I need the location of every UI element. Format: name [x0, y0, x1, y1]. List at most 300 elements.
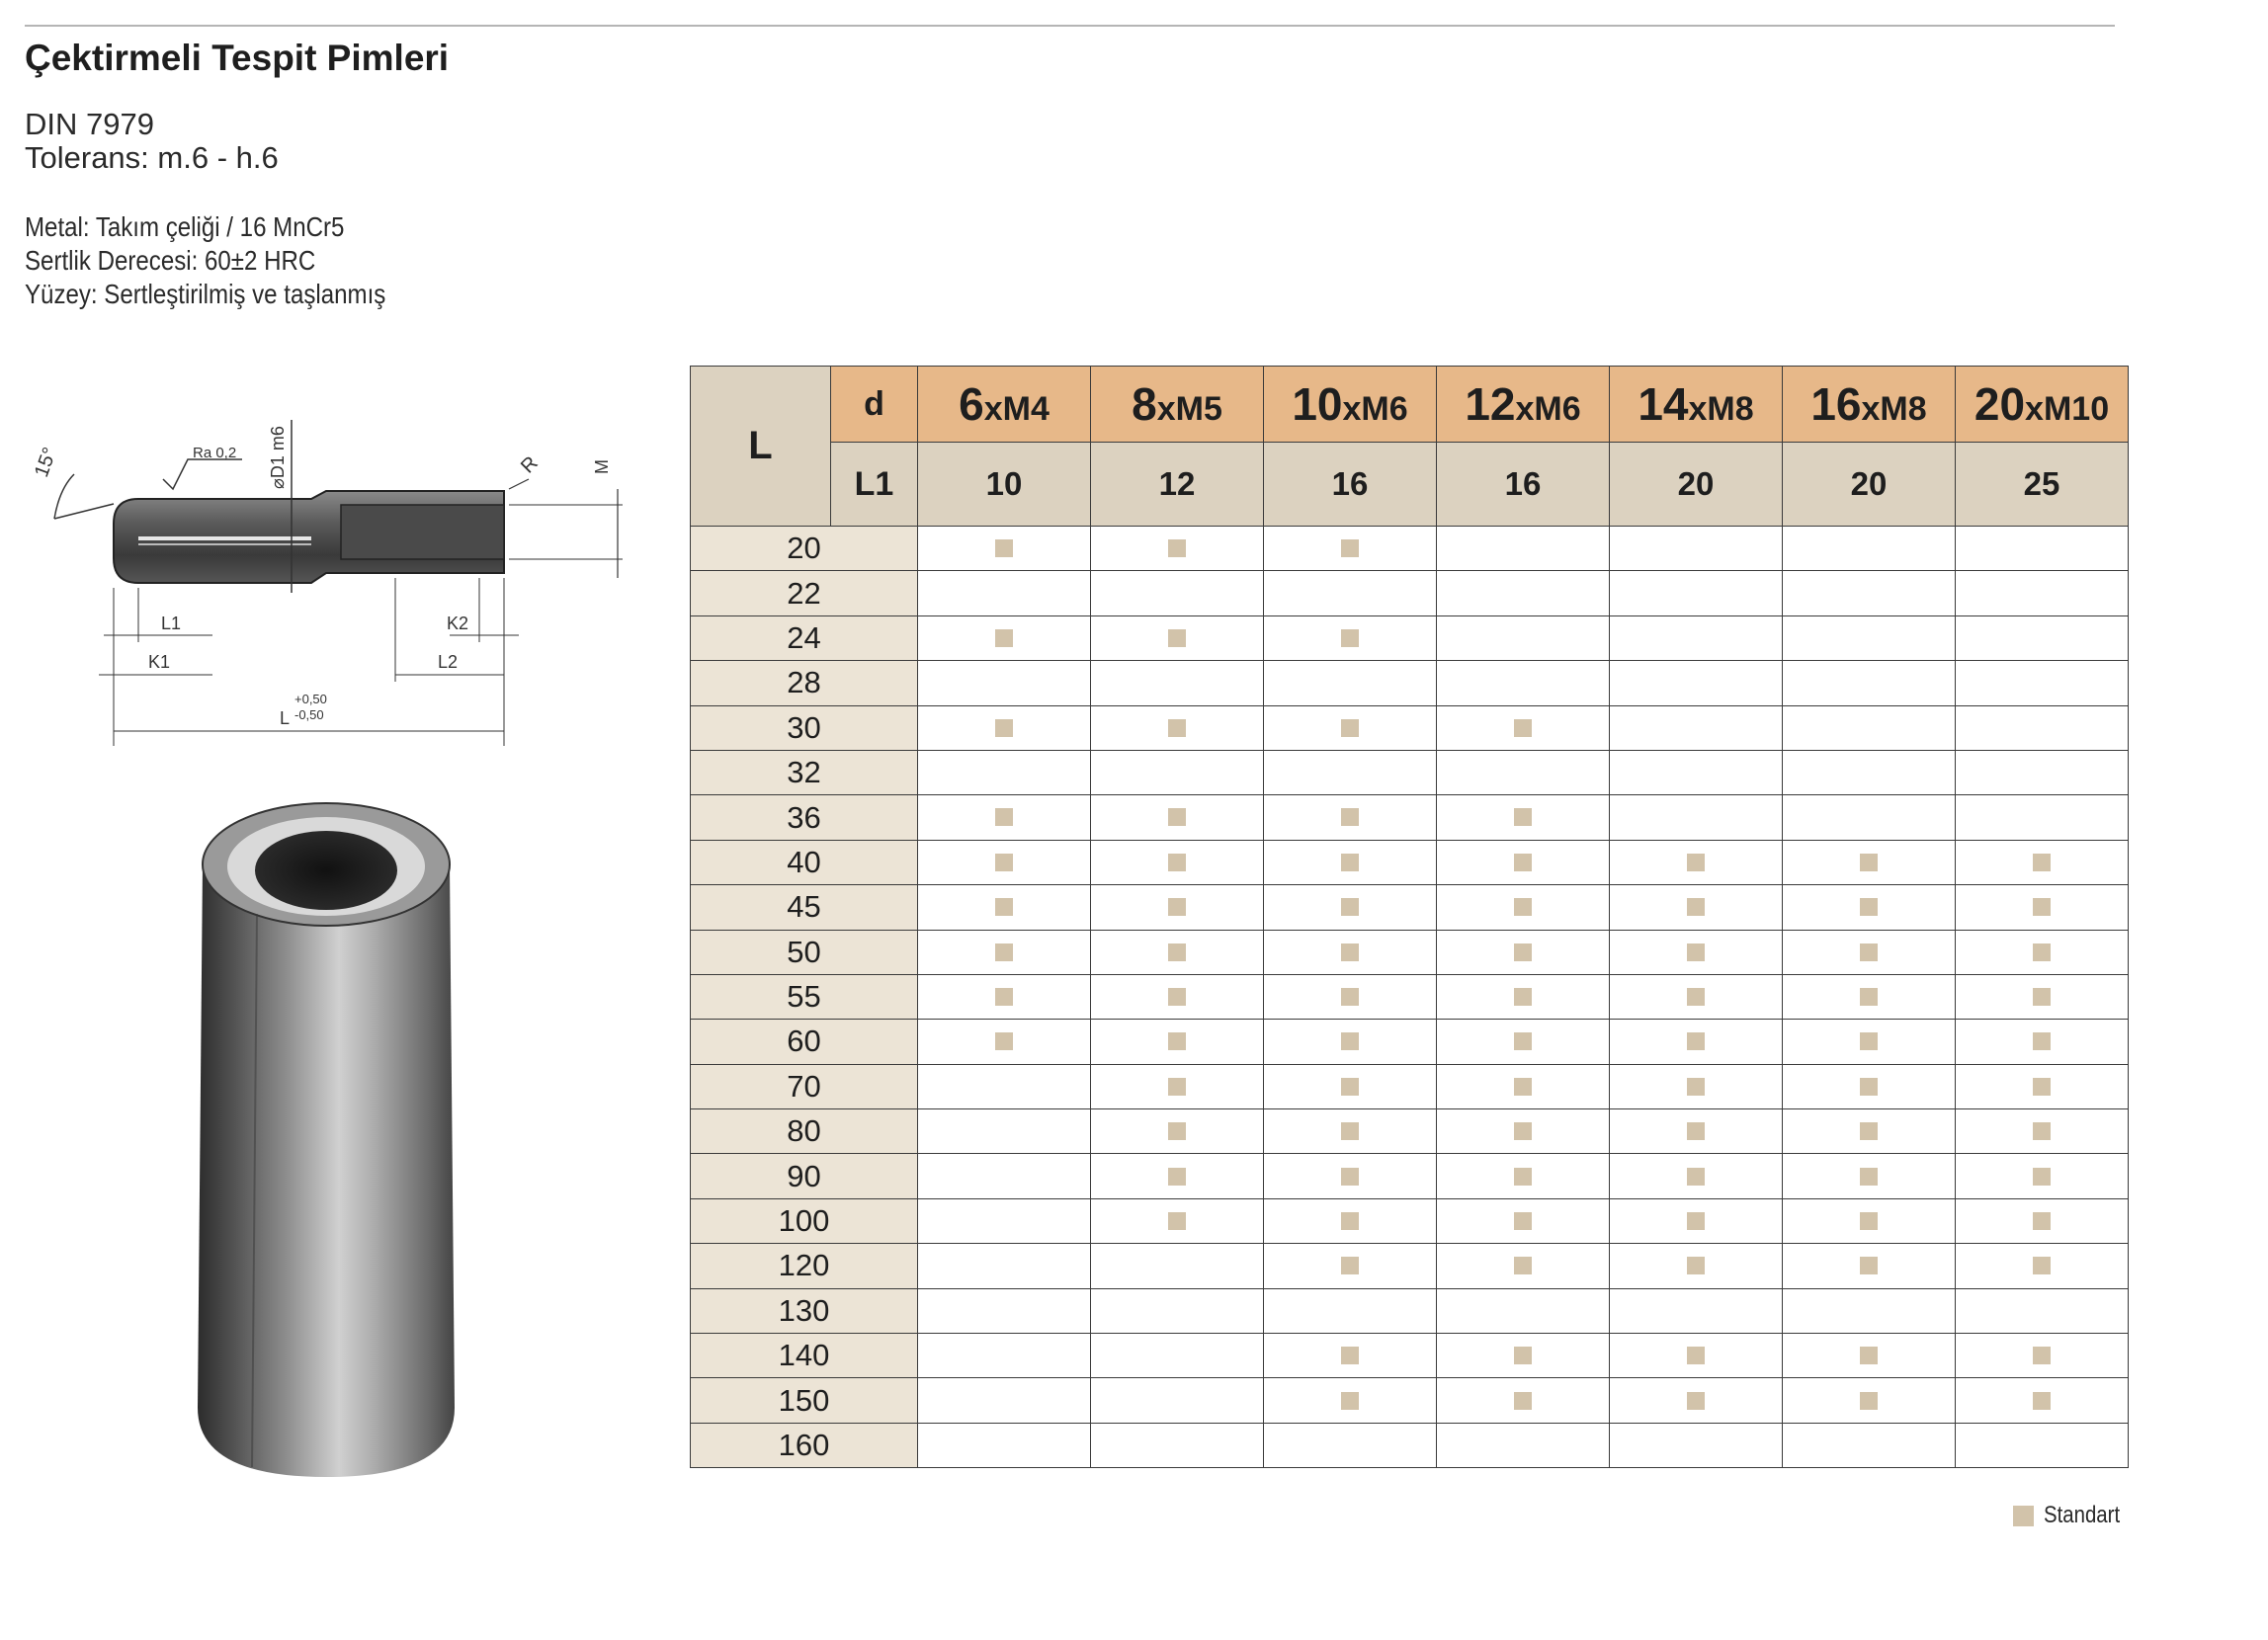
standard-mark-icon [1687, 1347, 1705, 1364]
drawing-radius: R [516, 451, 543, 478]
length-value: 80 [691, 1109, 918, 1154]
l1-value: 16 [1437, 443, 1610, 527]
l1-value: 16 [1264, 443, 1437, 527]
size-diameter: 14 [1638, 378, 1689, 430]
standard-mark-icon [2033, 898, 2051, 916]
table-row [691, 1244, 2129, 1288]
availability-cell [1437, 1244, 1610, 1288]
availability-cell [1610, 527, 1783, 571]
table-row [691, 750, 2129, 794]
size-diameter: 8 [1132, 378, 1157, 430]
availability-cell [1437, 527, 1610, 571]
size-header [1783, 367, 1956, 443]
availability-cell [918, 1154, 1091, 1198]
drawing-angle: 15° [30, 444, 62, 480]
standard-mark-icon [1514, 1392, 1532, 1410]
availability-cell [1264, 1334, 1437, 1378]
drawing-roughness: Ra 0,2 [193, 445, 237, 461]
availability-cell [1091, 615, 1264, 660]
standard-mark-icon [1687, 943, 1705, 961]
table-row [691, 840, 2129, 884]
availability-cell [918, 1198, 1091, 1243]
table-row [691, 1109, 2129, 1154]
availability-cell [1264, 571, 1437, 615]
size-thread: xM8 [1861, 390, 1927, 428]
standard-mark-icon [1860, 943, 1878, 961]
header-d-label: d [831, 367, 918, 443]
size-header [1610, 367, 1783, 443]
availability-cell [1437, 795, 1610, 840]
drawing-thread: M [592, 459, 612, 474]
standard-mark-icon [2033, 1122, 2051, 1140]
availability-cell [1956, 1198, 2129, 1243]
availability-cell [1091, 571, 1264, 615]
availability-cell [1783, 1334, 1956, 1378]
drawing-diameter: ⌀D1 m6 [268, 426, 288, 489]
standard-mark-icon [1168, 1032, 1186, 1050]
spec-surface: Yüzey: Sertleştirilmiş ve taşlanmış [25, 279, 386, 309]
standard-mark-icon [1341, 1078, 1359, 1096]
size-diameter: 12 [1465, 378, 1516, 430]
length-value: 55 [691, 974, 918, 1019]
availability-cell [1610, 1244, 1783, 1288]
length-value: 70 [691, 1064, 918, 1108]
length-value: 140 [691, 1334, 918, 1378]
availability-cell [918, 1244, 1091, 1288]
availability-cell [1437, 840, 1610, 884]
page-title: Çektirmeli Tespit Pimleri [25, 38, 450, 78]
availability-cell [1264, 615, 1437, 660]
standard-mark-icon [1168, 854, 1186, 871]
standard-mark-icon [1514, 1078, 1532, 1096]
standard-mark-icon [1514, 943, 1532, 961]
availability-cell [1956, 661, 2129, 705]
standard-mark-icon [1514, 719, 1532, 737]
table-row [691, 1198, 2129, 1243]
standard-mark-icon [1341, 1392, 1359, 1410]
drawing-tol-minus: -0,50 [294, 707, 324, 722]
standard-mark-icon [1341, 854, 1359, 871]
table-row [691, 661, 2129, 705]
header-l-label: L [691, 367, 831, 527]
availability-cell [918, 527, 1091, 571]
standard-mark-icon [2033, 1078, 2051, 1096]
availability-cell [918, 885, 1091, 930]
availability-cell [1264, 1198, 1437, 1243]
size-thread: xM5 [1156, 390, 1222, 428]
standard-mark-icon [1341, 943, 1359, 961]
availability-cell [1783, 885, 1956, 930]
availability-cell [1610, 1198, 1783, 1243]
standard-mark-icon [2033, 1347, 2051, 1364]
size-diameter: 16 [1810, 378, 1862, 430]
availability-cell [1956, 1334, 2129, 1378]
availability-cell [1437, 1064, 1610, 1108]
availability-cell [1610, 661, 1783, 705]
availability-cell [1437, 1198, 1610, 1243]
standard-mark-icon [1341, 1257, 1359, 1274]
availability-cell [1091, 1154, 1264, 1198]
standard-mark-icon [1860, 1212, 1878, 1230]
standard-mark-icon [995, 719, 1013, 737]
availability-cell [1610, 1288, 1783, 1333]
availability-cell [1610, 571, 1783, 615]
availability-cell [1610, 705, 1783, 750]
l1-value: 10 [918, 443, 1091, 527]
table-row [691, 1064, 2129, 1108]
drawing-tol-plus: +0,50 [294, 692, 327, 706]
standard-mark-icon [1687, 1168, 1705, 1186]
standard-mark-icon [1514, 1257, 1532, 1274]
availability-cell [1610, 1423, 1783, 1467]
availability-cell [1437, 885, 1610, 930]
standard-mark-icon [1341, 808, 1359, 826]
standard-mark-icon [1860, 1257, 1878, 1274]
availability-cell [1264, 1064, 1437, 1108]
standard-mark-icon [995, 943, 1013, 961]
availability-cell [1091, 1334, 1264, 1378]
availability-cell [1783, 1198, 1956, 1243]
standard-mark-icon [1514, 1347, 1532, 1364]
availability-cell [918, 1109, 1091, 1154]
standard-mark-icon [1168, 1168, 1186, 1186]
availability-cell [1437, 974, 1610, 1019]
standard-mark-icon [1514, 1122, 1532, 1140]
availability-cell [1783, 1378, 1956, 1423]
table-row [691, 930, 2129, 974]
standard-mark-icon [1514, 808, 1532, 826]
availability-cell [1956, 527, 2129, 571]
spec-hardness: Sertlik Derecesi: 60±2 HRC [25, 245, 316, 276]
availability-cell [1610, 1064, 1783, 1108]
legend [2013, 1502, 2134, 1529]
size-header [1437, 367, 1610, 443]
availability-cell [1956, 1064, 2129, 1108]
standard-mark-icon [1860, 898, 1878, 916]
standard-mark-icon [1860, 854, 1878, 871]
drawing-k2: K2 [447, 614, 469, 633]
size-header [1956, 367, 2129, 443]
technical-drawing [15, 380, 647, 756]
standard-mark-icon [1687, 1257, 1705, 1274]
standard-mark-icon [2033, 1168, 2051, 1186]
availability-cell [1437, 1378, 1610, 1423]
standard-mark-icon [1860, 1392, 1878, 1410]
standard-mark-icon [1168, 1122, 1186, 1140]
availability-cell [1783, 615, 1956, 660]
standard-mark-icon [995, 808, 1013, 826]
availability-cell [1091, 1064, 1264, 1108]
availability-cell [1956, 974, 2129, 1019]
size-header [918, 367, 1091, 443]
availability-cell [1956, 795, 2129, 840]
size-thread: xM6 [1515, 390, 1581, 428]
standard-mark-icon [2033, 1032, 2051, 1050]
availability-cell [1091, 1198, 1264, 1243]
availability-cell [1956, 1020, 2129, 1064]
availability-cell [918, 750, 1091, 794]
availability-cell [918, 1288, 1091, 1333]
availability-cell [1610, 1378, 1783, 1423]
standard-mark-icon [1687, 1032, 1705, 1050]
availability-cell [1091, 705, 1264, 750]
availability-cell [1956, 571, 2129, 615]
availability-cell [1783, 974, 1956, 1019]
availability-cell [1264, 840, 1437, 884]
standard-mark-icon [1168, 943, 1186, 961]
length-value: 150 [691, 1378, 918, 1423]
standard-mark-icon [1341, 1347, 1359, 1364]
availability-cell [1956, 1154, 2129, 1198]
length-value: 20 [691, 527, 918, 571]
top-divider [25, 25, 2115, 27]
availability-cell [918, 1334, 1091, 1378]
availability-cell [1783, 661, 1956, 705]
availability-cell [1437, 930, 1610, 974]
availability-cell [1783, 840, 1956, 884]
availability-cell [1437, 1109, 1610, 1154]
table-row [691, 705, 2129, 750]
availability-cell [1783, 1423, 1956, 1467]
table-row [691, 571, 2129, 615]
standard-mark-icon [1687, 854, 1705, 871]
availability-cell [1264, 1378, 1437, 1423]
availability-cell [1783, 1288, 1956, 1333]
availability-cell [1956, 1244, 2129, 1288]
table-row [691, 615, 2129, 660]
availability-cell [918, 705, 1091, 750]
availability-cell [1437, 661, 1610, 705]
standard-mark-icon [1341, 1122, 1359, 1140]
availability-cell [1783, 705, 1956, 750]
standard-mark-icon [1168, 1212, 1186, 1230]
length-value: 32 [691, 750, 918, 794]
availability-cell [1610, 930, 1783, 974]
length-value: 28 [691, 661, 918, 705]
availability-cell [1091, 840, 1264, 884]
availability-cell [1956, 1423, 2129, 1467]
availability-cell [1783, 527, 1956, 571]
availability-cell [1437, 1423, 1610, 1467]
drawing-l2: L2 [438, 652, 459, 672]
table-row [691, 1378, 2129, 1423]
availability-cell [1610, 1154, 1783, 1198]
availability-cell [1956, 840, 2129, 884]
availability-cell [918, 930, 1091, 974]
availability-cell [1610, 885, 1783, 930]
availability-cell [1091, 1109, 1264, 1154]
availability-cell [1437, 1020, 1610, 1064]
availability-cell [1437, 705, 1610, 750]
size-header [1264, 367, 1437, 443]
size-diameter: 20 [1974, 378, 2026, 430]
availability-cell [918, 1064, 1091, 1108]
standard-mark-icon [1341, 539, 1359, 557]
availability-cell [1610, 1020, 1783, 1064]
table-row [691, 1020, 2129, 1064]
size-thread: xM4 [983, 390, 1050, 428]
availability-cell [1264, 885, 1437, 930]
size-thread: xM6 [1342, 390, 1408, 428]
standard-mark-icon [2033, 1392, 2051, 1410]
standard-mark-icon [1687, 1122, 1705, 1140]
availability-cell [918, 615, 1091, 660]
standard-mark-icon [2033, 1257, 2051, 1274]
spec-material: Metal: Takım çeliği / 16 MnCr5 [25, 211, 345, 242]
availability-cell [1437, 1154, 1610, 1198]
standard-mark-icon [1168, 629, 1186, 647]
availability-cell [1264, 527, 1437, 571]
standard-mark-icon [1860, 1168, 1878, 1186]
availability-cell [1783, 1244, 1956, 1288]
standard-mark-icon [995, 898, 1013, 916]
availability-cell [1264, 661, 1437, 705]
availability-cell [1610, 1109, 1783, 1154]
availability-cell [1091, 1423, 1264, 1467]
availability-cell [1437, 1334, 1610, 1378]
standard-code: DIN 7979 [25, 107, 154, 141]
availability-cell [1437, 750, 1610, 794]
standard-mark-icon [995, 539, 1013, 557]
availability-cell [1264, 795, 1437, 840]
availability-cell [1783, 795, 1956, 840]
availability-cell [1610, 840, 1783, 884]
standard-mark-icon [1514, 854, 1532, 871]
availability-cell [1091, 661, 1264, 705]
availability-cell [1091, 974, 1264, 1019]
length-value: 160 [691, 1423, 918, 1467]
standard-mark-icon [1514, 988, 1532, 1006]
product-photo [178, 795, 474, 1487]
table-row [691, 527, 2129, 571]
availability-cell [1783, 1154, 1956, 1198]
availability-cell [1956, 615, 2129, 660]
length-value: 130 [691, 1288, 918, 1333]
standard-mark-icon [1687, 1392, 1705, 1410]
table-row [691, 1288, 2129, 1333]
table-row [691, 1423, 2129, 1467]
length-value: 90 [691, 1154, 918, 1198]
availability-cell [1264, 1154, 1437, 1198]
availability-cell [1956, 705, 2129, 750]
pin-size-table [690, 366, 2129, 1468]
availability-cell [1610, 795, 1783, 840]
availability-cell [1610, 750, 1783, 794]
length-value: 22 [691, 571, 918, 615]
standard-mark-icon [1168, 719, 1186, 737]
availability-cell [1264, 705, 1437, 750]
l1-value: 12 [1091, 443, 1264, 527]
standard-mark-icon [2033, 1212, 2051, 1230]
availability-cell [918, 840, 1091, 884]
table-row [691, 885, 2129, 930]
standard-mark-icon [1168, 1078, 1186, 1096]
availability-cell [1264, 1244, 1437, 1288]
standard-mark-icon [1860, 1078, 1878, 1096]
availability-cell [918, 1020, 1091, 1064]
standard-mark-icon [2033, 943, 2051, 961]
l1-value: 20 [1783, 443, 1956, 527]
drawing-k1: K1 [148, 652, 171, 672]
length-value: 30 [691, 705, 918, 750]
availability-cell [918, 571, 1091, 615]
drawing-length: L [280, 708, 291, 728]
standard-mark-icon [1514, 898, 1532, 916]
standard-mark-icon [2033, 988, 2051, 1006]
availability-cell [1610, 974, 1783, 1019]
length-value: 50 [691, 930, 918, 974]
availability-cell [1956, 1109, 2129, 1154]
size-diameter: 10 [1292, 378, 1343, 430]
availability-cell [1956, 1378, 2129, 1423]
size-thread: xM8 [1688, 390, 1754, 428]
availability-cell [1091, 527, 1264, 571]
size-thread: xM10 [2025, 390, 2110, 428]
standard-mark-icon [1341, 988, 1359, 1006]
availability-cell [1783, 930, 1956, 974]
standard-mark-icon [995, 854, 1013, 871]
length-value: 100 [691, 1198, 918, 1243]
availability-cell [1783, 1109, 1956, 1154]
availability-cell [1264, 974, 1437, 1019]
availability-cell [1091, 795, 1264, 840]
standard-mark-icon [1514, 1212, 1532, 1230]
standard-mark-icon [1341, 1032, 1359, 1050]
availability-cell [1264, 750, 1437, 794]
standard-mark-icon [1168, 539, 1186, 557]
tolerance-text: Tolerans: m.6 - h.6 [25, 140, 279, 175]
table-row [691, 974, 2129, 1019]
availability-cell [1264, 1020, 1437, 1064]
availability-cell [1264, 1109, 1437, 1154]
availability-cell [1783, 750, 1956, 794]
table-row [691, 1154, 2129, 1198]
standard-mark-icon [1341, 1168, 1359, 1186]
availability-cell [1091, 930, 1264, 974]
availability-cell [1264, 1423, 1437, 1467]
standard-mark-icon [1687, 1212, 1705, 1230]
length-value: 24 [691, 615, 918, 660]
size-header [1091, 367, 1264, 443]
header-l1-label: L1 [831, 443, 918, 527]
standard-mark-icon [995, 988, 1013, 1006]
availability-cell [1783, 1064, 1956, 1108]
availability-cell [1610, 1334, 1783, 1378]
availability-cell [1091, 1244, 1264, 1288]
availability-cell [1956, 1288, 2129, 1333]
length-value: 40 [691, 840, 918, 884]
availability-cell [1091, 1378, 1264, 1423]
legend-label: Standart [2044, 1502, 2121, 1528]
standard-mark-icon [1341, 898, 1359, 916]
standard-mark-icon [1168, 808, 1186, 826]
standard-mark-icon [1860, 1347, 1878, 1364]
standard-mark-icon [995, 1032, 1013, 1050]
standard-mark-icon [1860, 988, 1878, 1006]
standard-mark-icon [1341, 719, 1359, 737]
standard-mark-icon [1687, 898, 1705, 916]
length-value: 36 [691, 795, 918, 840]
availability-cell [1091, 1020, 1264, 1064]
standard-mark-icon [1860, 1032, 1878, 1050]
length-value: 60 [691, 1020, 918, 1064]
availability-cell [1783, 1020, 1956, 1064]
standard-mark-icon [995, 629, 1013, 647]
size-diameter: 6 [959, 378, 984, 430]
l1-value: 25 [1956, 443, 2129, 527]
availability-cell [1437, 1288, 1610, 1333]
standard-mark-icon [1168, 988, 1186, 1006]
